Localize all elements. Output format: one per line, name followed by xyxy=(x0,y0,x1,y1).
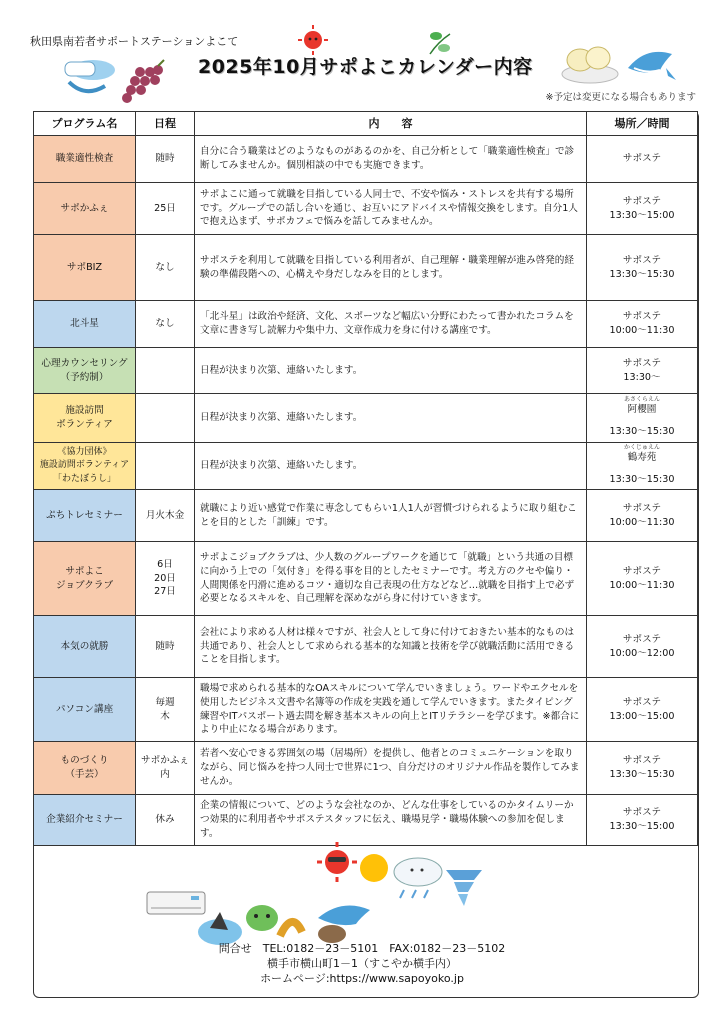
program-name xyxy=(34,443,136,490)
place-name: サポステ xyxy=(622,807,662,819)
place-time: 13:30～15:30 xyxy=(609,769,675,780)
footer-address: 横手市横山町1－1（すこやか横手内） xyxy=(267,957,457,970)
program-line: （手芸） xyxy=(65,769,104,780)
date-line: 木 xyxy=(160,710,170,722)
header-date: 日程 xyxy=(136,112,195,136)
place-cell xyxy=(587,616,698,678)
place-cell xyxy=(587,235,698,301)
table-row xyxy=(34,235,698,301)
animals-icon xyxy=(192,888,392,950)
program-line: ボランティア xyxy=(56,419,113,430)
place-cell xyxy=(587,742,698,795)
table-row xyxy=(34,348,698,394)
program-name xyxy=(34,542,136,616)
place-cell xyxy=(587,348,698,394)
leaf-icon xyxy=(424,28,454,58)
date-cell xyxy=(136,348,195,394)
program-line: ものづくり xyxy=(60,755,109,767)
table-row xyxy=(34,394,698,443)
program-name: 本気の就勝 xyxy=(34,616,136,678)
place-name: サポステ xyxy=(622,153,662,165)
place-cell xyxy=(587,301,698,348)
table-row xyxy=(34,678,698,742)
place-time: 13:30～ xyxy=(623,371,661,383)
place-ruby: かくじゅえん xyxy=(623,444,660,452)
sun-icon xyxy=(316,842,358,882)
program-line: 施設訪問ボランティア xyxy=(39,460,130,471)
date-line: サポかふぇ xyxy=(141,755,189,767)
program-name: サポかふぇ xyxy=(34,183,136,235)
place-time: 13:30～15:00 xyxy=(609,821,675,832)
program-name: パソコン講座 xyxy=(34,678,136,742)
place-cell xyxy=(587,136,698,183)
place-name: サポステ xyxy=(622,254,662,266)
place-time: 10:00～11:30 xyxy=(609,516,675,528)
dolphin-icon xyxy=(55,48,125,100)
table-row xyxy=(34,301,698,348)
footer-homepage[interactable]: ホームページ:https://www.sapoyoko.jp xyxy=(260,972,464,985)
date-cell xyxy=(136,443,195,490)
date-cell xyxy=(136,678,195,742)
place-time: 10:00～12:00 xyxy=(609,647,675,659)
cloud-icon xyxy=(390,850,446,900)
header-place: 場所／時間 xyxy=(587,112,698,136)
schedule-table xyxy=(33,111,698,846)
program-line: 《協力団体》 xyxy=(57,447,112,458)
program-name: 企業紹介セミナー xyxy=(34,795,136,846)
date-cell: 随時 xyxy=(136,616,195,678)
place-time: 13:30～15:30 xyxy=(609,268,675,280)
footer-contact: 問合せ TEL:0182－23－5101 FAX:0182－23－5102 xyxy=(218,942,506,955)
table-header-row xyxy=(34,112,698,136)
program-name: 北斗星 xyxy=(34,301,136,348)
place-cell xyxy=(587,183,698,235)
place-time: 13:30～15:30 xyxy=(609,474,675,485)
tornado-icon xyxy=(444,864,484,910)
place-name: サポステ xyxy=(622,195,662,207)
place-name: サポステ xyxy=(622,357,662,369)
date-line: 27日 xyxy=(154,586,176,598)
program-name: ぷちトレセミナー xyxy=(34,490,136,542)
program-line: ジョブクラブ xyxy=(55,579,114,591)
date-cell: 25日 xyxy=(136,183,195,235)
table-row xyxy=(34,443,698,490)
place-cell xyxy=(587,678,698,742)
date-cell xyxy=(136,742,195,795)
program-name: 職業適性検査 xyxy=(34,136,136,183)
description-cell: 就職により近い感覚で作業に専念してもらい1人1人が習慣づけられるように取り組むことを目的とした「訓練」です。 xyxy=(195,490,587,542)
place-name: 阿櫻園 xyxy=(627,404,657,416)
place-cell xyxy=(587,443,698,490)
description-cell: 日程が決まり次第、連絡いたします。 xyxy=(195,443,587,490)
pear-icon xyxy=(560,38,620,86)
program-line: （予約制） xyxy=(60,371,109,383)
date-cell xyxy=(136,542,195,616)
program-line: 心理カウンセリング xyxy=(41,357,128,369)
date-cell: なし xyxy=(136,235,195,301)
table-row xyxy=(34,136,698,183)
date-line: 毎週 xyxy=(155,696,175,708)
place-name: サポステ xyxy=(622,755,662,767)
description-cell: サポよこジョブクラブは、少人数のグループワークを通じて「就職」という共通の目標に向かう上での「気付き」を得る事を目的としたセミナーです。考え方のクセや偏り・人間関係を円滑に進めるコツ・適切な自己表現の仕方などなど…就職を目指す上で必ず必要となるスキルを、自己理解を深めながら身に付けていきます。 xyxy=(195,542,587,616)
place-cell xyxy=(587,394,698,443)
date-line: 内 xyxy=(160,769,170,780)
description-cell: 会社により求める人材は様々ですが、社会人として身に付けておきたい基本的なものは共通であり、社会人として求められる基本的な知識と技術を学び就職活動に活用できることを目指します。 xyxy=(195,616,587,678)
date-cell: なし xyxy=(136,301,195,348)
place-time: 13:00～15:00 xyxy=(609,710,675,722)
grapes-icon xyxy=(118,58,168,106)
header-program: プログラム名 xyxy=(34,112,136,136)
place-ruby: あさくらえん xyxy=(623,396,660,404)
program-name xyxy=(34,742,136,795)
table-row xyxy=(34,795,698,846)
place-cell xyxy=(587,795,698,846)
table-row xyxy=(34,542,698,616)
change-notice: ※予定は変更になる場合もあります xyxy=(545,92,696,103)
place-time: 10:00～11:30 xyxy=(609,325,675,336)
date-cell: 随時 xyxy=(136,136,195,183)
description-cell: サポよこに通って就職を目指している人同士で、不安や悩み・ストレスを共有する場所です。グループでの話し合いを通じ、お互いにアドバイスや情報交換をします。自分1人で抱え込まず、サポカフェで悩みを話してみませんか。 xyxy=(195,183,587,235)
program-line: 「わたぼうし」 xyxy=(52,473,116,484)
table-row xyxy=(34,183,698,235)
header-desc: 内 容 xyxy=(195,112,587,136)
description-cell: 日程が決まり次第、連絡いたします。 xyxy=(195,394,587,443)
organization-name: 秋田県南若者サポートステーションよこて xyxy=(30,35,239,48)
description-cell: 若者へ安心できる雰囲気の場（居場所）を提供し、他者とのコミュニケーションを取りながら、同じ悩みを持つ人同士で世界に1つ、自分だけのオリジナル作品を製作してみませんか。 xyxy=(195,742,587,795)
date-cell xyxy=(136,394,195,443)
sun-icon xyxy=(358,852,390,884)
program-line: サポよこ xyxy=(65,565,104,577)
program-name xyxy=(34,348,136,394)
place-time: 13:30～15:30 xyxy=(609,426,675,437)
table-row xyxy=(34,616,698,678)
description-cell: 自分に合う職業はどのようなものがあるのかを、自己分析として「職業適性検査」で診断してみませんか。個別相談の中でも実施できます。 xyxy=(195,136,587,183)
place-time: 10:00～11:30 xyxy=(609,579,675,591)
date-cell: 休み xyxy=(136,795,195,846)
program-name xyxy=(34,394,136,443)
description-cell: 「北斗星」は政治や経済、文化、スポーツなど幅広い分野にわたって書かれたコラムを文章に書き写し読解力や集中力、文章作成力を身に付ける講座です。 xyxy=(195,301,587,348)
place-name: サポステ xyxy=(622,502,662,514)
date-line: 6日 xyxy=(157,558,173,570)
place-cell xyxy=(587,542,698,616)
date-cell: 月火木金 xyxy=(136,490,195,542)
program-name: サポBIZ xyxy=(34,235,136,301)
date-line: 20日 xyxy=(154,572,176,584)
place-time: 13:30～15:00 xyxy=(609,209,675,221)
page-title: 2025年10月サポよこカレンダー内容 xyxy=(198,56,533,78)
place-name: サポステ xyxy=(622,696,662,708)
place-cell xyxy=(587,490,698,542)
place-name: サポステ xyxy=(622,311,662,323)
table-row xyxy=(34,742,698,795)
description-cell: 職場で求められる基本的なOAスキルについて学んでいきましょう。ワードやエクセルを使用したビジネス文書や名簿等の作成を実践を通して学んでいきます。またタイピング練習やITパスポート過去問を解き基本スキルの向上とITリテラシーを学びます。※都合により中止になる場合があります。 xyxy=(195,678,587,742)
description-cell: 企業の情報について、どのような会社なのか、どんな仕事をしているのかタイムリーかつ効果的に利用者やサポステスタッフに伝え、職場見学・職場体験への参加を促します。 xyxy=(195,795,587,846)
table-row xyxy=(34,490,698,542)
place-name: 鶴寿苑 xyxy=(627,452,657,464)
sun-icon xyxy=(296,24,330,56)
description-cell: サポステを利用して就職を目指している利用者が、自己理解・職業理解が進み啓発的経験の準備段階への、心構えや身だしなみを目的とします。 xyxy=(195,235,587,301)
place-name: サポステ xyxy=(622,565,662,577)
dolphin-icon xyxy=(624,40,680,86)
description-cell: 日程が決まり次第、連絡いたします。 xyxy=(195,348,587,394)
program-line: 施設訪問 xyxy=(65,405,104,417)
place-name: サポステ xyxy=(622,633,662,645)
